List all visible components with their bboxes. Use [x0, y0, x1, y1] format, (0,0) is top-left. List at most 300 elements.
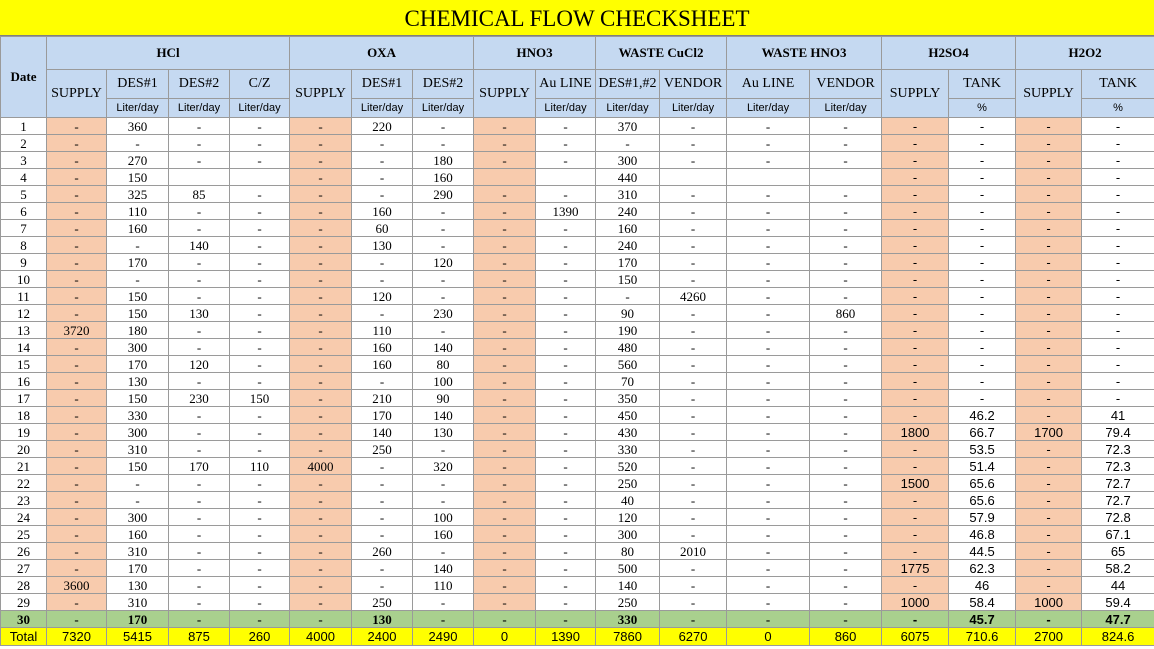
- table-cell: -: [810, 152, 882, 169]
- table-cell: 1000: [1016, 594, 1082, 611]
- table-cell: 140: [413, 407, 474, 424]
- table-cell: -: [47, 424, 107, 441]
- table-cell: -: [949, 288, 1016, 305]
- unit-label: Liter/day: [596, 99, 660, 118]
- total-cell: 2490: [413, 628, 474, 646]
- table-cell: -: [727, 594, 810, 611]
- table-cell: -: [536, 254, 596, 271]
- table-cell: 170: [107, 560, 169, 577]
- table-row: [1, 526, 1154, 543]
- date-cell: 15: [1, 356, 47, 373]
- table-cell: -: [1016, 577, 1082, 594]
- total-cell: 5415: [107, 628, 169, 646]
- table-cell: -: [474, 305, 536, 322]
- table-cell: -: [352, 373, 413, 390]
- table-cell: -: [413, 475, 474, 492]
- table-cell: -: [810, 322, 882, 339]
- table-cell: -: [949, 322, 1016, 339]
- table-cell: -: [290, 594, 352, 611]
- table-cell: 350: [596, 390, 660, 407]
- group-hno3: HNO3: [474, 37, 596, 70]
- table-cell: -: [1082, 271, 1154, 288]
- table-cell: 250: [352, 594, 413, 611]
- table-cell: -: [882, 288, 949, 305]
- table-cell: -: [230, 356, 290, 373]
- table-cell: -: [230, 543, 290, 560]
- table-cell: -: [47, 373, 107, 390]
- table-cell: -: [230, 373, 290, 390]
- table-cell: 430: [596, 424, 660, 441]
- table-cell: -: [536, 237, 596, 254]
- table-cell: -: [536, 288, 596, 305]
- unit-percent: %: [949, 99, 1016, 118]
- table-cell: -: [727, 203, 810, 220]
- table-cell: 1700: [1016, 424, 1082, 441]
- table-cell: -: [1016, 152, 1082, 169]
- h2so4-supply-header: SUPPLY: [882, 70, 949, 118]
- table-cell: -: [474, 407, 536, 424]
- table-cell: -: [810, 543, 882, 560]
- table-cell: -: [882, 577, 949, 594]
- table-cell: -: [660, 407, 727, 424]
- table-cell: 45.7: [949, 611, 1016, 628]
- h2so4-tank-header: TANK: [949, 70, 1016, 99]
- table-cell: -: [727, 339, 810, 356]
- table-cell: -: [47, 356, 107, 373]
- table-cell: -: [660, 594, 727, 611]
- table-cell: -: [727, 543, 810, 560]
- table-cell: -: [169, 526, 230, 543]
- table-cell: -: [1016, 220, 1082, 237]
- table-cell: -: [727, 492, 810, 509]
- table-cell: -: [474, 509, 536, 526]
- table-cell: -: [47, 254, 107, 271]
- table-cell: -: [352, 458, 413, 475]
- table-cell: -: [230, 186, 290, 203]
- table-cell: -: [169, 424, 230, 441]
- table-cell: 330: [596, 611, 660, 628]
- total-row: [1, 628, 1154, 646]
- table-cell: -: [882, 390, 949, 407]
- table-cell: -: [536, 373, 596, 390]
- table-cell: -: [949, 152, 1016, 169]
- table-cell: -: [230, 424, 290, 441]
- date-cell: 9: [1, 254, 47, 271]
- table-cell: -: [169, 220, 230, 237]
- table-cell: -: [1016, 356, 1082, 373]
- group-h2so4: H2SO4: [882, 37, 1016, 70]
- table-cell: -: [536, 220, 596, 237]
- table-cell: -: [882, 322, 949, 339]
- table-cell: 150: [107, 390, 169, 407]
- table-cell: 41: [1082, 407, 1154, 424]
- date-cell: 7: [1, 220, 47, 237]
- table-cell: -: [949, 237, 1016, 254]
- table-cell: -: [727, 441, 810, 458]
- table-cell: 300: [596, 152, 660, 169]
- table-cell: -: [810, 237, 882, 254]
- table-cell: -: [1082, 339, 1154, 356]
- table-cell: -: [727, 560, 810, 577]
- table-cell: -: [474, 135, 536, 152]
- table-cell: -: [596, 135, 660, 152]
- date-cell: 20: [1, 441, 47, 458]
- table-cell: -: [1016, 407, 1082, 424]
- table-cell: -: [169, 118, 230, 135]
- table-row: [1, 339, 1154, 356]
- table-cell: -: [882, 356, 949, 373]
- table-cell: 110: [230, 458, 290, 475]
- table-cell: 60: [352, 220, 413, 237]
- table-cell: [536, 169, 596, 186]
- table-cell: 170: [107, 254, 169, 271]
- table-cell: 300: [596, 526, 660, 543]
- table-row: [1, 288, 1154, 305]
- date-cell: 24: [1, 509, 47, 526]
- table-cell: -: [290, 288, 352, 305]
- table-cell: 51.4: [949, 458, 1016, 475]
- table-cell: 160: [107, 220, 169, 237]
- table-cell: -: [230, 441, 290, 458]
- table-row: [1, 118, 1154, 135]
- table-cell: -: [1016, 322, 1082, 339]
- table-cell: -: [810, 492, 882, 509]
- table-cell: -: [290, 526, 352, 543]
- table-cell: -: [107, 271, 169, 288]
- table-cell: -: [413, 492, 474, 509]
- table-cell: 150: [596, 271, 660, 288]
- table-cell: -: [1082, 356, 1154, 373]
- table-cell: -: [169, 492, 230, 509]
- table-cell: -: [413, 135, 474, 152]
- table-row: [1, 560, 1154, 577]
- table-cell: -: [727, 407, 810, 424]
- date-cell: 2: [1, 135, 47, 152]
- table-cell: -: [413, 237, 474, 254]
- table-cell: [660, 169, 727, 186]
- table-cell: [810, 169, 882, 186]
- table-cell: 250: [352, 441, 413, 458]
- table-cell: 120: [596, 509, 660, 526]
- table-cell: -: [413, 543, 474, 560]
- total-cell: 6075: [882, 628, 949, 646]
- table-cell: -: [47, 543, 107, 560]
- table-cell: -: [413, 441, 474, 458]
- table-cell: -: [230, 492, 290, 509]
- table-cell: -: [47, 237, 107, 254]
- table-cell: -: [536, 305, 596, 322]
- table-cell: -: [230, 254, 290, 271]
- group-h2o2: H2O2: [1016, 37, 1154, 70]
- table-cell: 270: [107, 152, 169, 169]
- table-cell: -: [474, 339, 536, 356]
- table-cell: [169, 169, 230, 186]
- table-cell: -: [536, 577, 596, 594]
- table-cell: -: [352, 577, 413, 594]
- table-cell: 240: [596, 203, 660, 220]
- table-cell: -: [47, 169, 107, 186]
- table-cell: -: [47, 390, 107, 407]
- table-cell: -: [660, 424, 727, 441]
- unit-label: Liter/day: [107, 99, 169, 118]
- table-cell: -: [727, 271, 810, 288]
- table-cell: 40: [596, 492, 660, 509]
- table-cell: -: [660, 577, 727, 594]
- table-cell: -: [290, 271, 352, 288]
- table-cell: 130: [352, 237, 413, 254]
- table-cell: 65.6: [949, 492, 1016, 509]
- table-cell: -: [1082, 186, 1154, 203]
- table-cell: -: [47, 492, 107, 509]
- table-row: [1, 169, 1154, 186]
- table-cell: -: [230, 611, 290, 628]
- total-label: Total: [1, 628, 47, 646]
- hcl-supply-header: SUPPLY: [47, 70, 107, 118]
- table-cell: -: [810, 407, 882, 424]
- table-cell: -: [727, 458, 810, 475]
- table-cell: 310: [107, 441, 169, 458]
- table-cell: -: [1016, 135, 1082, 152]
- table-cell: 110: [413, 577, 474, 594]
- table-cell: -: [47, 203, 107, 220]
- table-cell: 160: [596, 220, 660, 237]
- table-cell: -: [169, 594, 230, 611]
- table-cell: 310: [107, 543, 169, 560]
- table-row: [1, 186, 1154, 203]
- table-cell: -: [413, 118, 474, 135]
- table-cell: -: [474, 475, 536, 492]
- table-row: [1, 271, 1154, 288]
- table-cell: -: [810, 220, 882, 237]
- table-cell: 2010: [660, 543, 727, 560]
- table-cell: -: [882, 492, 949, 509]
- date-cell: 18: [1, 407, 47, 424]
- table-cell: -: [660, 373, 727, 390]
- table-cell: 170: [107, 611, 169, 628]
- table-cell: -: [882, 220, 949, 237]
- table-cell: -: [810, 475, 882, 492]
- table-cell: -: [882, 373, 949, 390]
- table-cell: 290: [413, 186, 474, 203]
- total-cell: 710.6: [949, 628, 1016, 646]
- table-cell: -: [474, 441, 536, 458]
- table-cell: -: [536, 186, 596, 203]
- unit-label: Liter/day: [352, 99, 413, 118]
- table-cell: -: [474, 271, 536, 288]
- table-cell: -: [882, 611, 949, 628]
- date-cell: 4: [1, 169, 47, 186]
- table-cell: -: [882, 441, 949, 458]
- table-cell: -: [536, 560, 596, 577]
- table-cell: 100: [413, 509, 474, 526]
- table-cell: 140: [352, 424, 413, 441]
- table-row: [1, 305, 1154, 322]
- date-cell: 3: [1, 152, 47, 169]
- table-cell: -: [230, 135, 290, 152]
- table-cell: 46: [949, 577, 1016, 594]
- table-cell: -: [352, 135, 413, 152]
- table-row: [1, 458, 1154, 475]
- table-cell: 480: [596, 339, 660, 356]
- table-cell: 160: [107, 526, 169, 543]
- table-cell: 160: [352, 356, 413, 373]
- table-cell: -: [536, 475, 596, 492]
- total-cell: 4000: [290, 628, 352, 646]
- table-row: [1, 220, 1154, 237]
- date-cell: 17: [1, 390, 47, 407]
- table-cell: -: [660, 390, 727, 407]
- table-cell: -: [727, 424, 810, 441]
- group-waste-hno3: WASTE HNO3: [727, 37, 882, 70]
- table-cell: -: [660, 152, 727, 169]
- table-cell: -: [810, 441, 882, 458]
- table-cell: -: [352, 186, 413, 203]
- table-cell: -: [474, 458, 536, 475]
- table-cell: -: [1082, 203, 1154, 220]
- table-cell: 325: [107, 186, 169, 203]
- table-cell: -: [536, 390, 596, 407]
- table-cell: -: [1082, 135, 1154, 152]
- table-cell: -: [1082, 169, 1154, 186]
- table-cell: -: [230, 237, 290, 254]
- unit-label: Liter/day: [660, 99, 727, 118]
- table-cell: -: [949, 373, 1016, 390]
- table-cell: 3720: [47, 322, 107, 339]
- group-waste-cucl2: WASTE CuCl2: [596, 37, 727, 70]
- date-cell: 16: [1, 373, 47, 390]
- table-row: [1, 441, 1154, 458]
- total-cell: 260: [230, 628, 290, 646]
- table-cell: -: [230, 526, 290, 543]
- table-cell: -: [727, 186, 810, 203]
- table-cell: 72.8: [1082, 509, 1154, 526]
- table-cell: -: [1016, 611, 1082, 628]
- table-cell: -: [882, 526, 949, 543]
- table-cell: -: [536, 135, 596, 152]
- table-cell: -: [660, 458, 727, 475]
- table-cell: -: [536, 271, 596, 288]
- table-cell: -: [1082, 305, 1154, 322]
- table-cell: 130: [169, 305, 230, 322]
- table-cell: -: [1016, 186, 1082, 203]
- table-cell: -: [660, 135, 727, 152]
- table-cell: -: [882, 203, 949, 220]
- table-cell: 310: [107, 594, 169, 611]
- date-cell: 30: [1, 611, 47, 628]
- date-cell: 11: [1, 288, 47, 305]
- table-cell: -: [290, 424, 352, 441]
- table-cell: 130: [107, 577, 169, 594]
- date-cell: 6: [1, 203, 47, 220]
- table-cell: -: [290, 203, 352, 220]
- table-cell: -: [352, 492, 413, 509]
- table-cell: 250: [596, 475, 660, 492]
- table-cell: -: [810, 458, 882, 475]
- table-cell: -: [949, 339, 1016, 356]
- table-cell: -: [660, 203, 727, 220]
- table-cell: -: [727, 509, 810, 526]
- date-cell: 28: [1, 577, 47, 594]
- total-cell: 875: [169, 628, 230, 646]
- oxa-supply-header: SUPPLY: [290, 70, 352, 118]
- table-cell: -: [660, 339, 727, 356]
- table-cell: [230, 169, 290, 186]
- table-cell: -: [290, 305, 352, 322]
- table-cell: -: [290, 237, 352, 254]
- table-cell: -: [474, 254, 536, 271]
- table-cell: -: [727, 237, 810, 254]
- table-cell: -: [810, 526, 882, 543]
- table-cell: 59.4: [1082, 594, 1154, 611]
- table-row: [1, 254, 1154, 271]
- table-cell: 72.7: [1082, 492, 1154, 509]
- table-cell: -: [882, 271, 949, 288]
- table-cell: -: [352, 560, 413, 577]
- table-cell: -: [810, 611, 882, 628]
- table-cell: -: [290, 390, 352, 407]
- table-cell: -: [290, 475, 352, 492]
- table-cell: 300: [107, 509, 169, 526]
- table-row: [1, 492, 1154, 509]
- table-cell: 500: [596, 560, 660, 577]
- table-cell: -: [660, 118, 727, 135]
- table-cell: -: [882, 509, 949, 526]
- table-cell: -: [474, 526, 536, 543]
- table-cell: -: [882, 254, 949, 271]
- table-cell: 1000: [882, 594, 949, 611]
- table-cell: 180: [413, 152, 474, 169]
- table-cell: -: [596, 288, 660, 305]
- table-cell: -: [47, 407, 107, 424]
- table-cell: -: [290, 407, 352, 424]
- table-cell: -: [727, 356, 810, 373]
- table-cell: -: [536, 594, 596, 611]
- table-row: [1, 203, 1154, 220]
- table-cell: -: [660, 305, 727, 322]
- table-cell: -: [169, 373, 230, 390]
- table-cell: -: [1016, 492, 1082, 509]
- table-cell: 160: [413, 169, 474, 186]
- table-cell: -: [474, 288, 536, 305]
- table-cell: 170: [352, 407, 413, 424]
- table-cell: -: [169, 509, 230, 526]
- table-cell: -: [882, 135, 949, 152]
- table-cell: -: [727, 611, 810, 628]
- table-cell: -: [660, 322, 727, 339]
- hno3-supply-header: SUPPLY: [474, 70, 536, 118]
- table-cell: -: [660, 441, 727, 458]
- table-cell: -: [727, 390, 810, 407]
- table-cell: -: [1016, 373, 1082, 390]
- table-cell: -: [660, 526, 727, 543]
- table-cell: -: [1016, 560, 1082, 577]
- table-cell: [474, 169, 536, 186]
- table-cell: 1800: [882, 424, 949, 441]
- table-cell: 450: [596, 407, 660, 424]
- table-cell: 46.8: [949, 526, 1016, 543]
- table-cell: -: [727, 220, 810, 237]
- table-cell: -: [810, 356, 882, 373]
- table-cell: -: [1016, 305, 1082, 322]
- table-cell: -: [810, 203, 882, 220]
- table-cell: -: [810, 339, 882, 356]
- table-cell: -: [810, 118, 882, 135]
- table-cell: -: [1082, 322, 1154, 339]
- table-cell: -: [1016, 271, 1082, 288]
- table-cell: -: [949, 254, 1016, 271]
- table-cell: 210: [352, 390, 413, 407]
- table-cell: -: [1082, 373, 1154, 390]
